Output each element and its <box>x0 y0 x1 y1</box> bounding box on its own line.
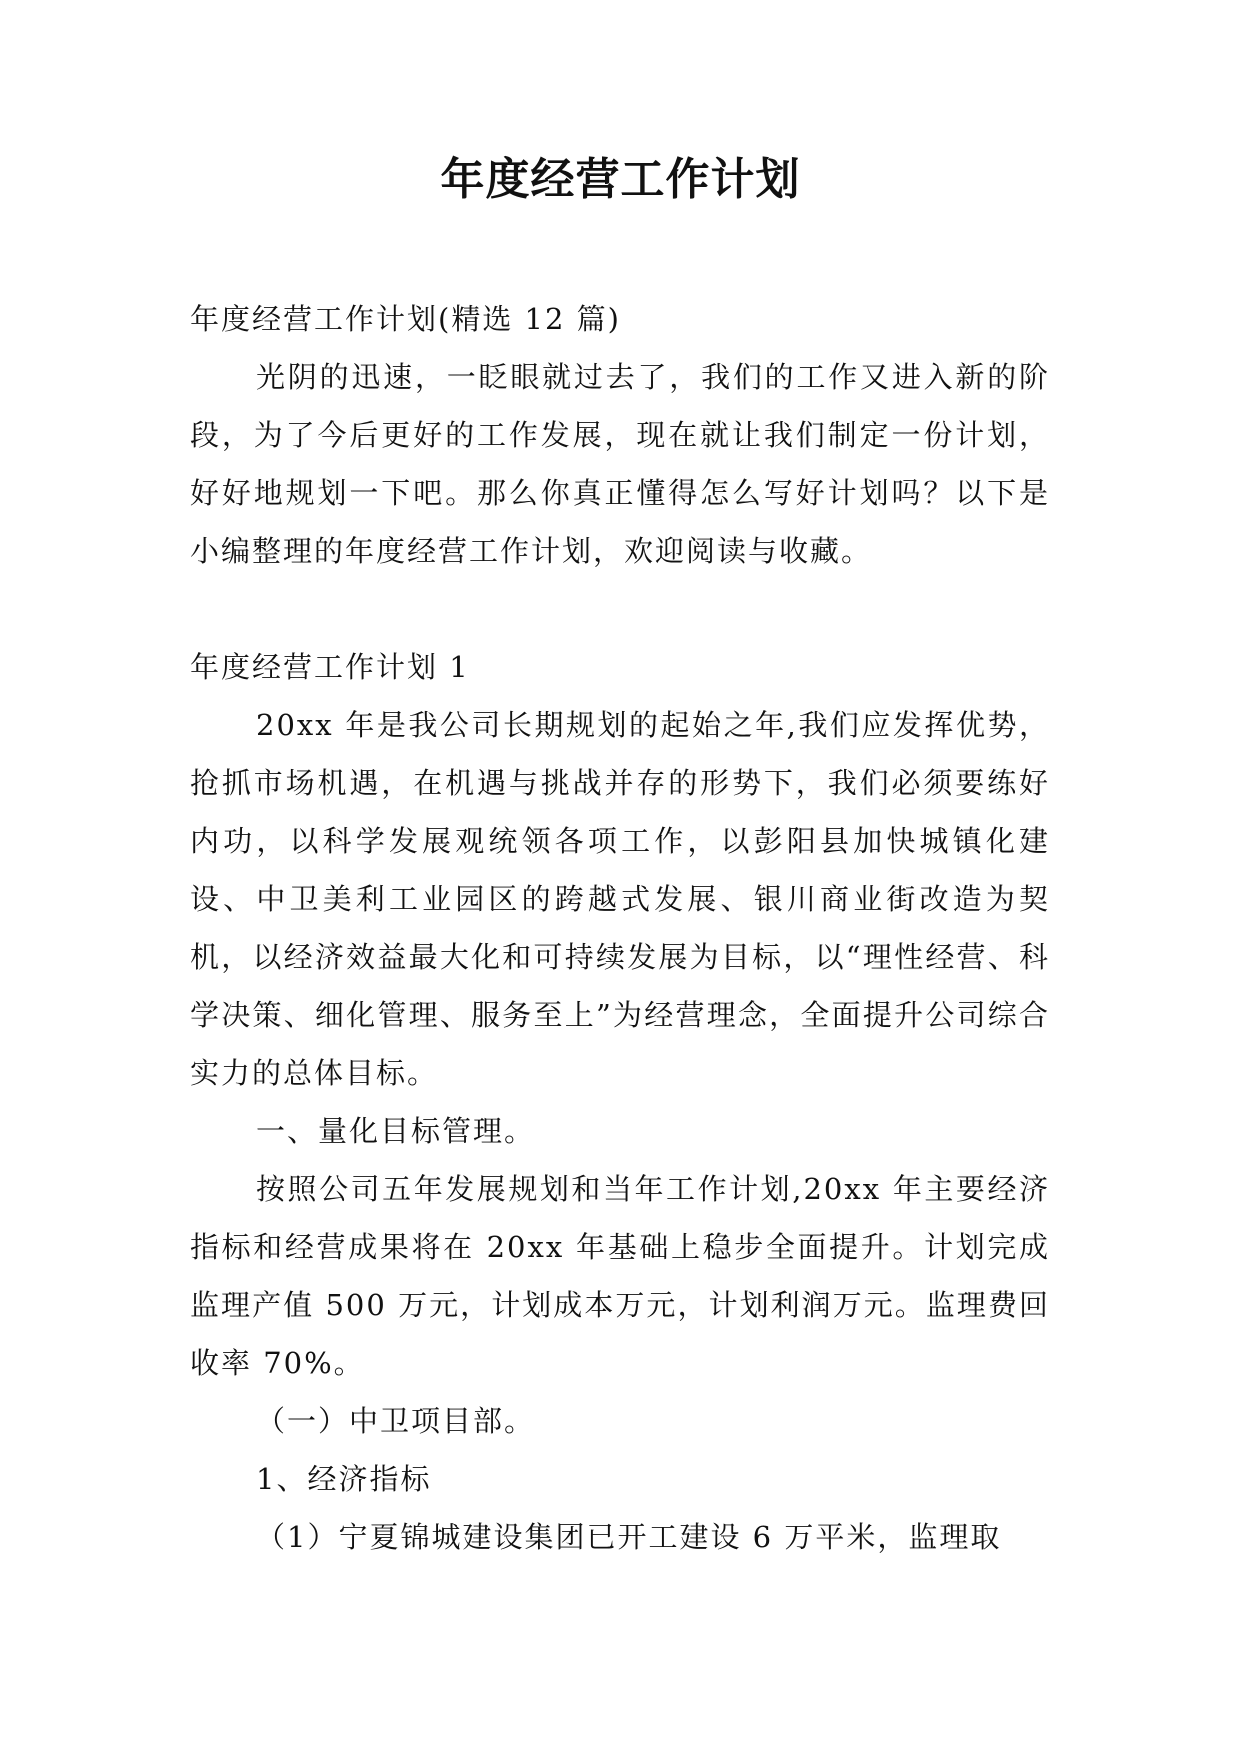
intro-paragraph: 光阴的迅速，一眨眼就过去了，我们的工作又进入新的阶段，为了今后更好的工作发展，现在就让我们制定一份计划，好好地规划一下吧。那么你真正懂得怎么写好计划吗？以下是小编整理的年度经营工作计划，欢迎阅读与收藏。 <box>190 360 1050 568</box>
section-paragraph: 20xx 年是我公司长期规划的起始之年,我们应发挥优势，抢抓市场机遇，在机遇与挑战并存的形势下，我们必须要练好内功，以科学发展观统领各项工作，以彭阳县加快城镇化建设、中卫美利工业园区的跨越式发展、银川商业街改造为契机，以经济效益最大化和可持续发展为目标，以“理性经营、科学决策、细化管理、服务至上”为经营理念，全面提升公司综合实力的总体目标。 <box>190 708 1050 1090</box>
document-body <box>190 290 1050 1566</box>
section-paragraph-targets: 按照公司五年发展规划和当年工作计划,20xx 年主要经济指标和经营成果将在 20xx 年基础上稳步全面提升。计划完成监理产值 500 万元，计划成本万元，计划利润万元。监理费回收率 70%。 <box>190 1172 1050 1380</box>
section-item-heading: 一、量化目标管理。 <box>256 1114 536 1148</box>
document-title: 年度经营工作计划 <box>440 154 801 205</box>
subsection-heading: （一）中卫项目部。 <box>256 1404 536 1438</box>
subsection-point: （1）宁夏锦城建设集团已开工建设 6 万平米，监理取 <box>256 1520 1002 1554</box>
section-heading: 年度经营工作计划 1 <box>190 650 470 684</box>
subsection-item: 1、经济指标 <box>256 1462 432 1496</box>
document-subtitle: 年度经营工作计划(精选 12 篇) <box>190 302 621 336</box>
